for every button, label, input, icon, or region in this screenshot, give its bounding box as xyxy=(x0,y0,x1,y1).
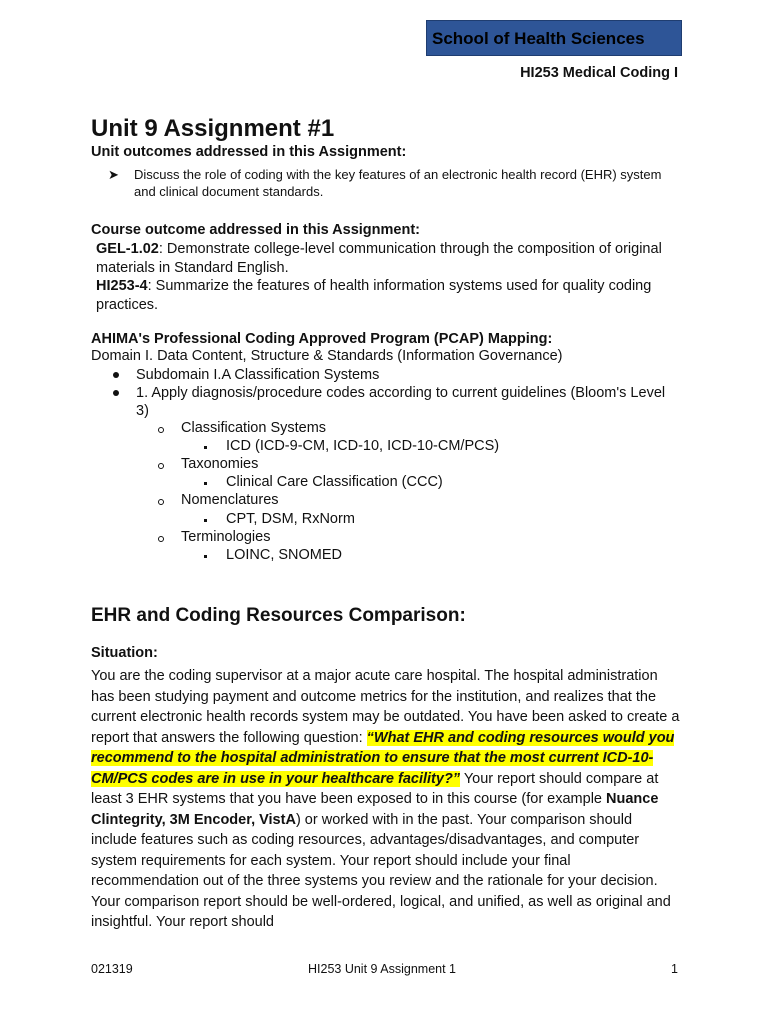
group-item-text: CPT, DSM, RxNorm xyxy=(226,511,355,527)
footer-page-number: 1 xyxy=(671,962,678,976)
group-item-text: ICD (ICD-9-CM, ICD-10, ICD-10-CM/PCS) xyxy=(226,438,500,454)
situation-paragraph xyxy=(91,666,681,933)
section-heading: EHR and Coding Resources Comparison: xyxy=(91,605,466,626)
circle-bullet-icon xyxy=(158,536,164,542)
circle-bullet-icon xyxy=(158,427,164,433)
pcap-bullet-text: 1. Apply diagnosis/procedure codes according to current guidelines (Bloom's Level 3) xyxy=(136,385,666,419)
pcap-group-label xyxy=(158,420,326,436)
course-outcome-item xyxy=(96,277,686,314)
pcap-group-label xyxy=(158,529,270,545)
highlighted-question: “What EHR and coding resources would you recommend to the hospital administration to ensure that the most current ICD-10-CM/PCS codes are in use in your healthcare facility?” xyxy=(91,729,675,787)
bullet-dot-icon xyxy=(113,390,119,396)
outcome-text: : Summarize the features of health information systems used for quality coding practices. xyxy=(96,278,652,313)
pcap-group-label xyxy=(158,456,258,472)
unit-outcome-item xyxy=(108,166,668,200)
ehr-examples: Nuance Clintegrity, 3M Encoder, VistA xyxy=(91,791,659,828)
unit-outcomes-heading: Unit outcomes addressed in this Assignment: xyxy=(91,144,407,160)
pcap-bullet xyxy=(113,384,673,420)
outcome-code: HI253-4 xyxy=(96,278,148,294)
square-bullet-icon xyxy=(204,555,207,558)
bullet-dot-icon xyxy=(113,372,119,378)
para-text: ) or worked with in the past. Your comparison should include features such as coding resources, advantages/disadvantages, and computer system requirements for each system. Your report should include your final recommendation out of the three systems you review and the rationale for your decision. Your comparison report should be well-ordered, logical, and unified, as well as original and insightful. Your report should xyxy=(91,811,671,930)
unit-outcome-text: Discuss the role of coding with the key features of an electronic health record (EHR) system and clinical document standards. xyxy=(134,167,662,199)
arrow-bullet-icon: ➤ xyxy=(108,167,119,182)
footer-code: 021319 xyxy=(91,962,133,976)
para-text: You are the coding supervisor at a major acute care hospital. The hospital administration has been studying payment and outcome metrics for the institution, and realizes that the current electronic health records system may be outdated. You have been asked to create a report that answers the following question: xyxy=(91,668,680,746)
course-name: HI253 Medical Coding I xyxy=(520,65,678,81)
pcap-group-item xyxy=(200,438,499,454)
pcap-group-item xyxy=(200,511,355,527)
square-bullet-icon xyxy=(204,446,207,449)
course-outcome-heading: Course outcome addressed in this Assignment: xyxy=(91,222,420,238)
school-name: School of Health Sciences xyxy=(432,29,645,48)
situation-label: Situation: xyxy=(91,645,158,661)
group-label-text: Taxonomies xyxy=(181,456,259,472)
square-bullet-icon xyxy=(204,482,207,485)
pcap-bullet-text: Subdomain I.A Classification Systems xyxy=(136,367,380,383)
outcome-text: : Demonstrate college-level communication through the composition of original materials in Standard English. xyxy=(96,241,662,276)
footer-doc-name: HI253 Unit 9 Assignment 1 xyxy=(308,962,456,976)
pcap-heading: AHIMA's Professional Coding Approved Program (PCAP) Mapping: xyxy=(91,331,553,347)
group-item-text: LOINC, SNOMED xyxy=(226,547,343,563)
page-title: Unit 9 Assignment #1 xyxy=(91,115,335,142)
school-banner xyxy=(426,20,682,56)
square-bullet-icon xyxy=(204,519,207,522)
outcome-code: GEL-1.02 xyxy=(96,241,159,257)
group-item-text: Clinical Care Classification (CCC) xyxy=(226,474,443,490)
pcap-group-label xyxy=(158,492,279,508)
pcap-group-item xyxy=(200,474,443,490)
course-outcome-item xyxy=(96,240,686,277)
pcap-bullet xyxy=(113,366,379,384)
group-label-text: Nomenclatures xyxy=(181,492,279,508)
circle-bullet-icon xyxy=(158,463,164,469)
para-text: Your report should compare at least 3 EHR systems that you have been exposed to in this course (for example xyxy=(91,770,659,807)
pcap-domain: Domain I. Data Content, Structure & Standards (Information Governance) xyxy=(91,348,563,364)
circle-bullet-icon xyxy=(158,499,164,505)
pcap-group-item xyxy=(200,547,342,563)
group-label-text: Classification Systems xyxy=(181,420,327,436)
group-label-text: Terminologies xyxy=(181,529,271,545)
